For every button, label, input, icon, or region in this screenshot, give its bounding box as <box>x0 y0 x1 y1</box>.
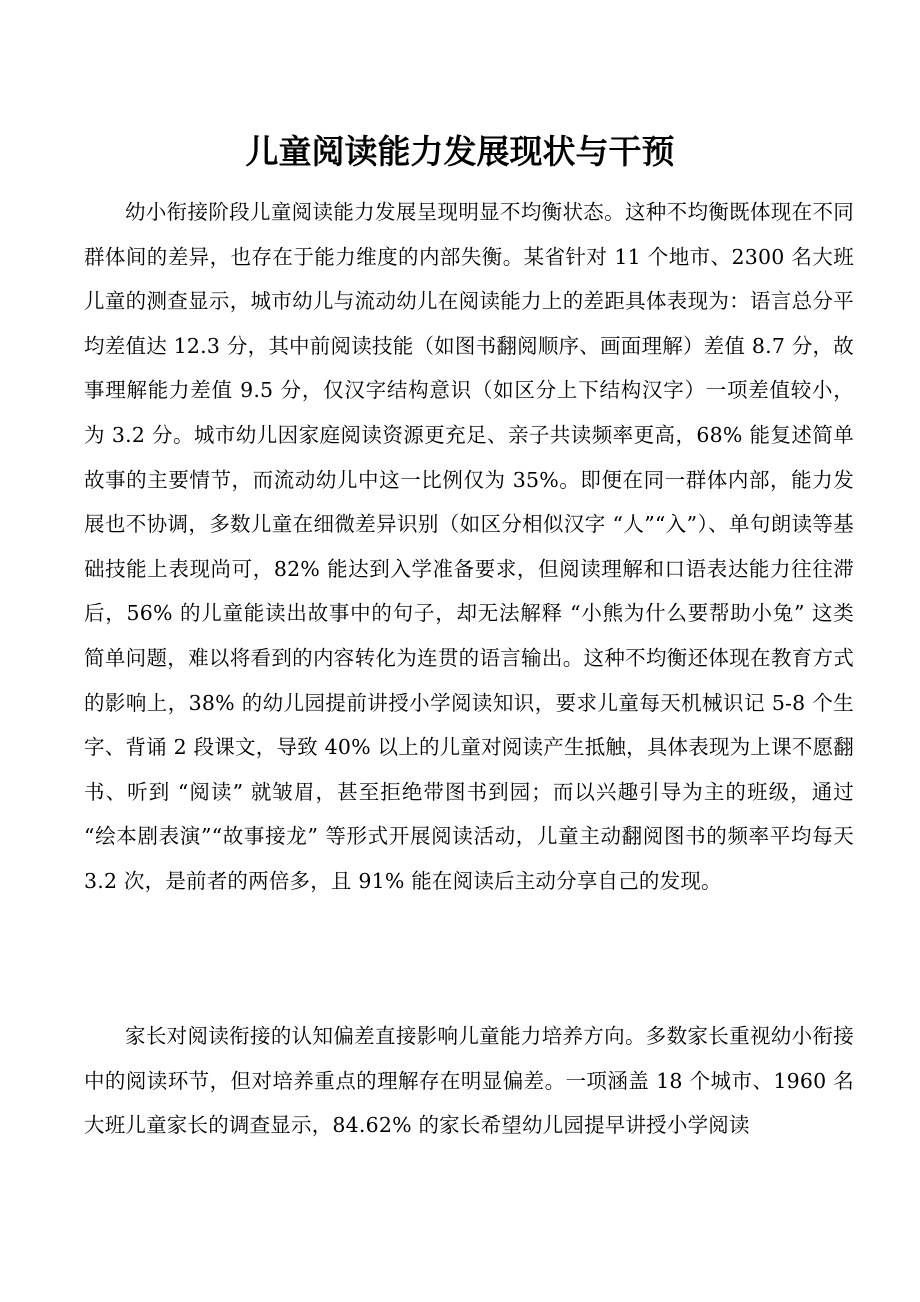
paragraph-2: 家长对阅读衔接的认知偏差直接影响儿童能力培养方向。多数家长重视幼小衔接中的阅读环节，但对培养重点的理解存在明显偏差。一项涵盖 18 个城市、1960 名大班儿童家长的调查显示，84.62% 的家长希望幼儿园提早讲授小学阅读 <box>84 1024 854 1138</box>
paragraph-1: 幼小衔接阶段儿童阅读能力发展呈现明显不均衡状态。这种不均衡既体现在不同群体间的差异，也存在于能力维度的内部失衡。某省针对 11 个地市、2300 名大班儿童的测查显示，城市幼儿与流动幼儿在阅读能力上的差距具体表现为：语言总分平均差值达 12.3 分，其中前阅读技能（如图书翻阅顺序、画面理解）差值 8.7 分，故事理解能力差值 9.5 分，仅汉字结构意识（如区分上下结构汉字）一项差值较小，为 3.2 分。城市幼儿因家庭阅读资源更充足、亲子共读频率更高，68% 能复述简单故事的主要情节，而流动幼儿中这一比例仅为 35%。即便在同一群体内部，能力发展也不协调，多数儿童在细微差异识别（如区分相似汉字 “人”“入”）、单句朗读等基础技能上表现尚可，82% 能达到入学准备要求，但阅读理解和口语表达能力往往滞后，56% 的儿童能读出故事中的句子，却无法解释 “小熊为什么要帮助小兔” 这类简单问题，难以将看到的内容转化为连贯的语言输出。这种不均衡还体现在教育方式的影响上，38% 的幼儿园提前讲授小学阅读知识，要求儿童每天机械识记 5-8 个生字、背诵 2 段课文，导致 40% 以上的儿童对阅读产生抵触，具体表现为上课不愿翻书、听到 “阅读” 就皱眉，甚至拒绝带图书到园；而以兴趣引导为主的班级，通过 “绘本剧表演”“故事接龙” 等形式开展阅读活动，儿童主动翻阅图书的频率平均每天 3.2 次，是前者的两倍多，且 91% 能在阅读后主动分享自己的发现。 <box>84 200 854 893</box>
document-title: 儿童阅读能力发展现状与干预 <box>245 132 675 171</box>
